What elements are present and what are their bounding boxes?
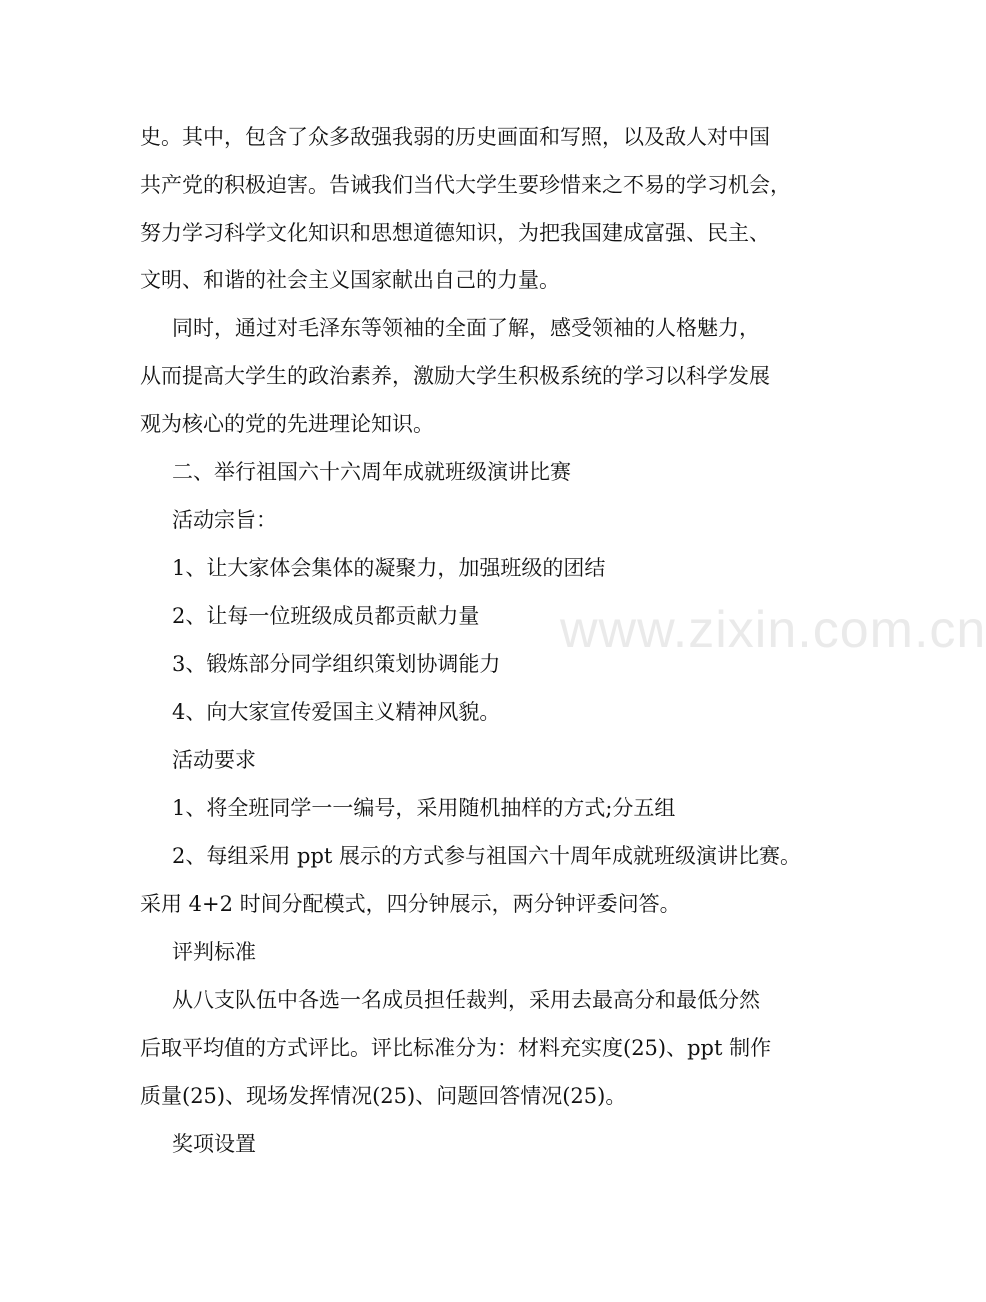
list-item: 3、锻炼部分同学组织策划协调能力 bbox=[172, 652, 501, 676]
paragraph-line: 从八支队伍中各选一名成员担任裁判，采用去最高分和最低分然 bbox=[172, 988, 760, 1012]
paragraph-line: 采用 4+2 时间分配模式，四分钟展示，两分钟评委问答。 bbox=[140, 892, 681, 916]
subheading: 奖项设置 bbox=[172, 1132, 256, 1156]
list-item: 2、让每一位班级成员都贡献力量 bbox=[172, 604, 480, 628]
watermark-text: www.zixin.com.cn bbox=[560, 601, 986, 659]
subheading: 评判标准 bbox=[172, 940, 256, 964]
list-item: 4、向大家宣传爱国主义精神风貌。 bbox=[172, 700, 501, 724]
list-item: 1、将全班同学一一编号，采用随机抽样的方式;分五组 bbox=[172, 796, 676, 820]
paragraph-line: 共产党的积极迫害。告诫我们当代大学生要珍惜来之不易的学习机会， bbox=[140, 173, 791, 197]
list-item: 1、让大家体会集体的凝聚力，加强班级的团结 bbox=[172, 556, 606, 580]
paragraph-line: 从而提高大学生的政治素养，激励大学生积极系统的学习以科学发展 bbox=[140, 364, 770, 388]
paragraph-line: 史。其中，包含了众多敌强我弱的历史画面和写照，以及敌人对中国 bbox=[140, 125, 770, 149]
paragraph-line: 质量(25)、现场发挥情况(25)、问题回答情况(25)。 bbox=[140, 1084, 627, 1108]
paragraph-line: 文明、和谐的社会主义国家献出自己的力量。 bbox=[140, 268, 560, 292]
section-heading: 二、举行祖国六十六周年成就班级演讲比赛 bbox=[172, 460, 571, 484]
paragraph-line: 同时，通过对毛泽东等领袖的全面了解，感受领袖的人格魅力， bbox=[172, 316, 760, 340]
paragraph-line: 后取平均值的方式评比。评比标准分为：材料充实度(25)、ppt 制作 bbox=[140, 1036, 772, 1060]
paragraph-line: 努力学习科学文化知识和思想道德知识，为把我国建成富强、民主、 bbox=[140, 221, 770, 245]
list-item: 2、每组采用 ppt 展示的方式参与祖国六十周年成就班级演讲比赛。 bbox=[172, 844, 802, 868]
subheading: 活动要求 bbox=[172, 748, 256, 772]
subheading: 活动宗旨： bbox=[172, 508, 277, 532]
paragraph-line: 观为核心的党的先进理论知识。 bbox=[140, 412, 434, 436]
